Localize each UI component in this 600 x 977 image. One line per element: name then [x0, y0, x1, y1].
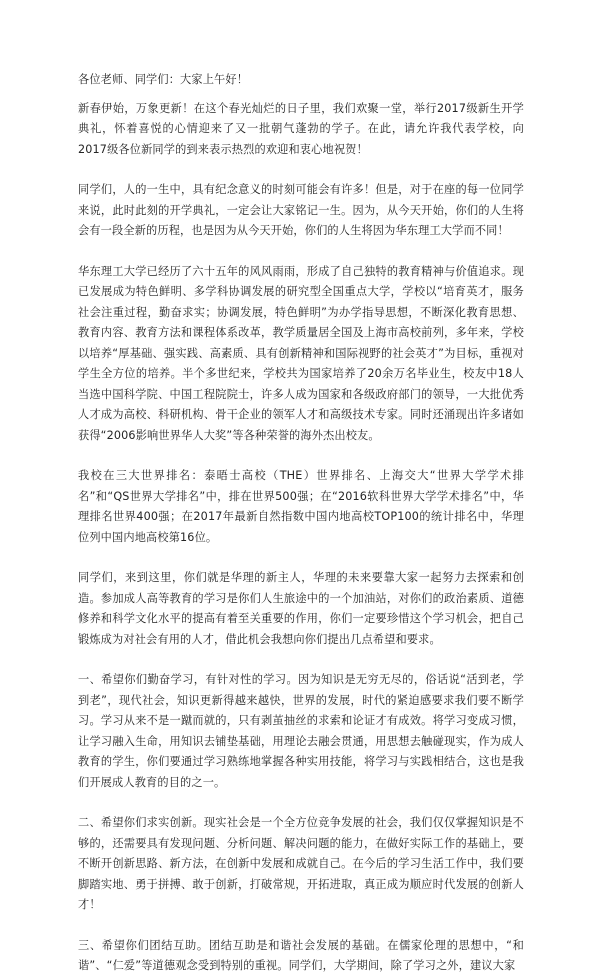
paragraph-welcome: 新春伊始，万象更新！在这个春光灿烂的日子里，我们欢聚一堂，举行2017级新生开学典礼，怀着喜悦的心情迎来了又一批朝气蓬勃的学子。在此，请允许我代表学校，向2017级各位新同学的到来表示热烈的欢迎和衷心地祝贺！: [78, 101, 524, 156]
paragraph-new-students: 同学们，来到这里，你们就是华理的新主人，华理的未来要靠大家一起努力去探索和创造。参加成人高等教育的学习是你们人生旅途中的一个加油站，对你们的政治素质、道德修养和科学文化水平的提高有着至关重要的作用，你们一定要珍惜这个学习机会，把自己锻炼成为对社会有用的人才，借此机会我想向你们提出几点希望和要求。: [78, 571, 524, 646]
paragraph-memorable-moment: 同学们，人的一生中，具有纪念意义的时刻可能会有许多！但是，对于在座的每一位同学来说，此时此刻的开学典礼，一定会让大家铭记一生。因为，从今天开始，你们的人生将会有一段全新的历程，也是因为从今天开始，你们的人生将因为华东理工大学而不同！: [78, 183, 524, 237]
paragraph-world-rankings: 我校在三大世界排名：泰晤士高校（THE）世界排名、上海交大“世界大学学术排名”和“QS世界大学排名”中，排在世界500强；在“2016软科世界大学学术排名”中，华理排名世界400强；在2017年最新自然指数中国内地高校TOP100的统计排名中，华理位列中国内地高校第16位。: [78, 469, 524, 544]
paragraph-hope-innovation: 二、希望你们求实创新。现实社会是一个全方位竞争发展的社会，我们仅仅掌握知识是不够的，还需要具有发现问题、分析问题、解决问题的能力，在做好实际工作的基础上，要不断开创新思路、新方法，在创新中发展和成就自己。在今后的学习生活工作中，我们要脚踏实地、勇于拼搏、敢于创新，打破常规，开拓进取，真正成为顺应时代发展的创新人才！: [78, 816, 524, 911]
speech-body: [78, 70, 524, 977]
paragraph-hope-study: 一、希望你们勤奋学习，有针对性的学习。因为知识是无穷无尽的，俗话说“活到老，学到老”，现代社会，知识更新得越来越快，世界的发展，时代的紧迫感要求我们要不断学习。学习从来不是一蹴而就的，只有剥茧抽丝的求索和论证才有成效。将学习变成习惯，让学习融入生命，用知识去铺垫基础，用理论去融会贯通，用思想去触碰现实，作为成人教育的学生，你们要通过学习熟练地掌握各种实用技能，将学习与实践相结合，这也是我们开展成人教育的目的之一。: [78, 673, 524, 789]
greeting-line: 各位老师、同学们：大家上午好！: [78, 73, 249, 86]
paragraph-university-history: 华东理工大学已经历了六十五年的风风雨雨，形成了自己独特的教育精神与价值追求。现已发展成为特色鲜明、多学科协调发展的研究型全国重点大学，学校以“培育英才，服务社会注重过程，勤奋求实；协调发展，特色鲜明”为办学指导思想，不断深化教育思想、教育内容、教育方法和课程体系改革，教学质量居全国及上海市高校前列，多年来，学校以培养“厚基础、强实践、高素质、具有创新精神和国际视野的社会英才”为目标，重视对学生全方位的培养。半个多世纪来，学校共为国家培养了20余万名毕业生，校友中18人当选中国科学院、中国工程院院士，许多人成为国家和各级政府部门的领导，一大批优秀人才成为高校、科研机构、骨干企业的领军人才和高级技术专家。同时还涌现出许多诸如获得“2006影响世界华人大奖”等各种荣誉的海外杰出校友。: [78, 264, 524, 442]
paragraph-hope-unity: 三、希望你们团结互助。团结互助是和谐社会发展的基础。在儒家伦理的思想中，“和谐”、“仁爱”等道德观念受到特别的重视。同学们，大学期间，除了学习之外，建议大家: [78, 938, 524, 972]
